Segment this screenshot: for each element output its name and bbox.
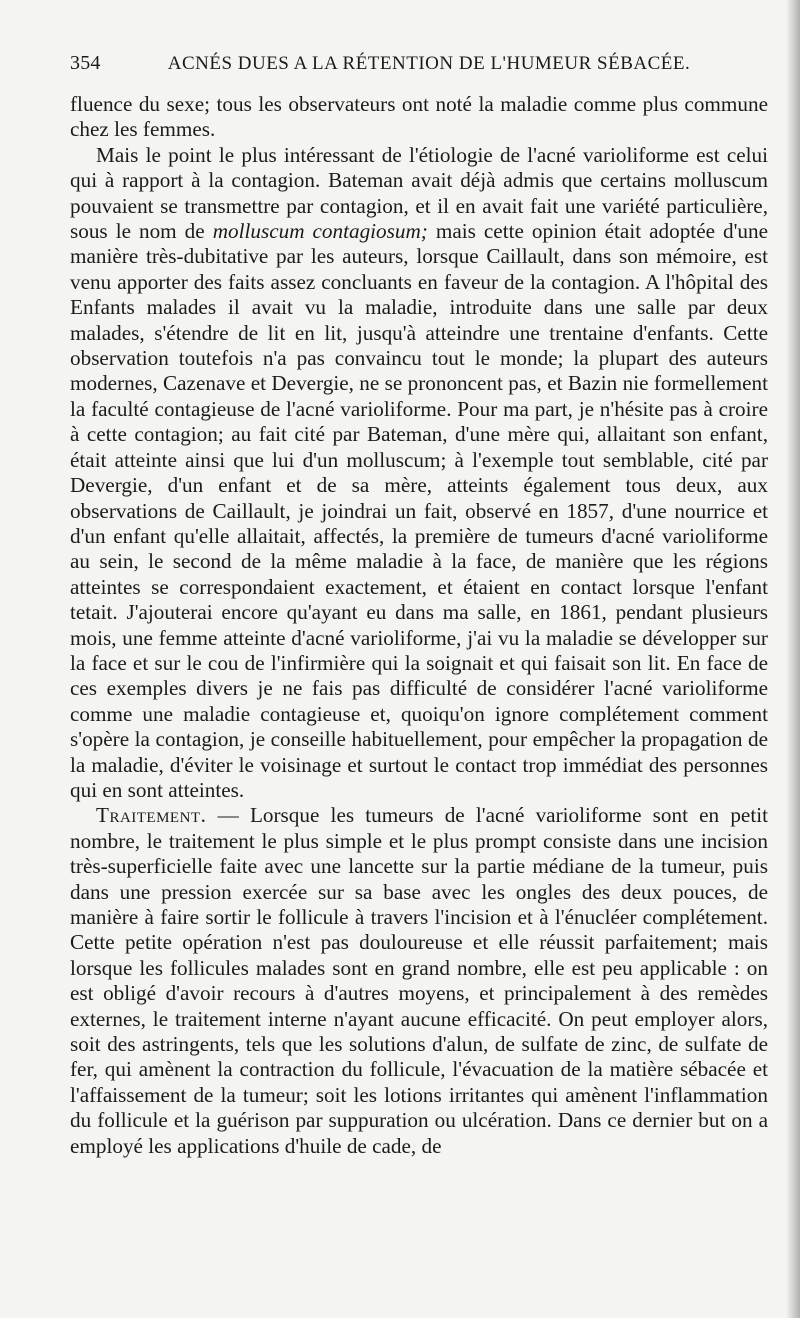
running-title: ACNÉS DUES A LA RÉTENTION DE L'HUMEUR SÉBACÉE.	[167, 53, 691, 74]
section-heading-traitement: Traitement.	[96, 803, 207, 828]
running-head	[70, 52, 768, 92]
body-text	[70, 92, 768, 1159]
paragraph-contagion-text-1: Mais le point le plus intéressant de l'étiologie de l'acné varioliforme est celui qui à rapport à la contagion. Bateman avait déjà admis que certains molluscum pouvaient se transmettre par contagion, et il en avait fait une variété particulière, sous le nom de	[70, 142, 768, 244]
page-number: 354	[70, 52, 101, 74]
paragraph-traitement	[70, 803, 768, 1159]
paragraph-traitement-text: — Lorsque les tumeurs de l'acné varioliforme sont en petit nombre, le traitement le plus simple et le plus prompt consiste dans une incision très-superficielle faite avec une lancette sur la partie médiane de la tumeur, puis dans une pression exercée sur sa base avec les ongles des deux pouces, de manière à faire sortir le follicule à travers l'incision et à l'énucléer complétement. Cette petite opération n'est pas douloureuse et elle réussit parfaitement; mais lorsque les follicules malades sont en grand nombre, elle est peu applicable : on est obligé d'avoir recours à d'autres moyens, et principalement à des remèdes externes, le traitement interne n'ayant aucune efficacité. On peut employer alors, soit des astringents, tels que les solutions d'alun, de sulfate de zinc, de sulfate de fer, qui amènent la contraction du follicule, l'évacuation de la matière sébacée et l'affaissement de la tumeur; soit les lotions irritantes qui amènent l'inflammation du follicule et la guérison par suppuration ou ulcération. Dans ce dernier but on a employé les applications d'huile de cade, de	[70, 803, 768, 1158]
molluscum-contagiosum-term: molluscum contagiosum;	[212, 219, 428, 244]
paragraph-contagion	[70, 143, 768, 804]
paragraph-contagion-text-2: mais cette opinion était adoptée d'une manière très-dubitative par les auteurs, lorsque Caillault, dans son mémoire, est venu apporter des faits assez concluants en faveur de la contagion. A l'hôpital des Enfants malades il avait vu la maladie, introduite dans une salle par deux malades, s'étendre de lit en lit, jusqu'à atteindre une trentaine d'enfants. Cette observation toutefois n'a pas convaincu tout le monde; la plupart des auteurs modernes, Cazenave et Devergie, ne se prononcent pas, et Bazin nie formellement la faculté contagieuse de l'acné varioliforme. Pour ma part, je n'hésite pas à croire à cette contagion; au fait cité par Bateman, d'une mère qui, allaitant son enfant, était atteinte ainsi que lui d'un molluscum; à l'exemple tout semblable, cité par Devergie, d'un enfant et de sa mère, atteints également tous deux, aux observations de Caillault, je joindrai un fait, observé en 1857, d'une nourrice et d'un enfant qu'elle allaitait, affectés, la première de tumeurs d'acné varioliforme au sein, le second de la même maladie à la face, de manière que les régions atteintes se correspondaient exactement, et étaient en contact lorsque l'enfant tetait. J'ajouterai encore qu'ayant eu dans ma salle, en 1861, pendant plusieurs mois, une femme atteinte d'acné varioliforme, j'ai vu la maladie se développer sur la face et sur le cou de l'infirmière qui la soignait et qui faisait son lit. En face de ces exemples divers je ne fais pas difficulté de considérer l'acné varioliforme comme une maladie contagieuse et, quoiqu'on ignore complétement comment s'opère la contagion, je conseille habituellement, pour empêcher la propagation de la maladie, d'éviter le voisinage et surtout le contact trop immédiat des personnes qui en sont atteintes.	[70, 219, 769, 802]
page-edge-shadow	[786, 0, 800, 1318]
paragraph-continuation: fluence du sexe; tous les observateurs ont noté la maladie comme plus commune chez les femmes.	[70, 92, 768, 142]
